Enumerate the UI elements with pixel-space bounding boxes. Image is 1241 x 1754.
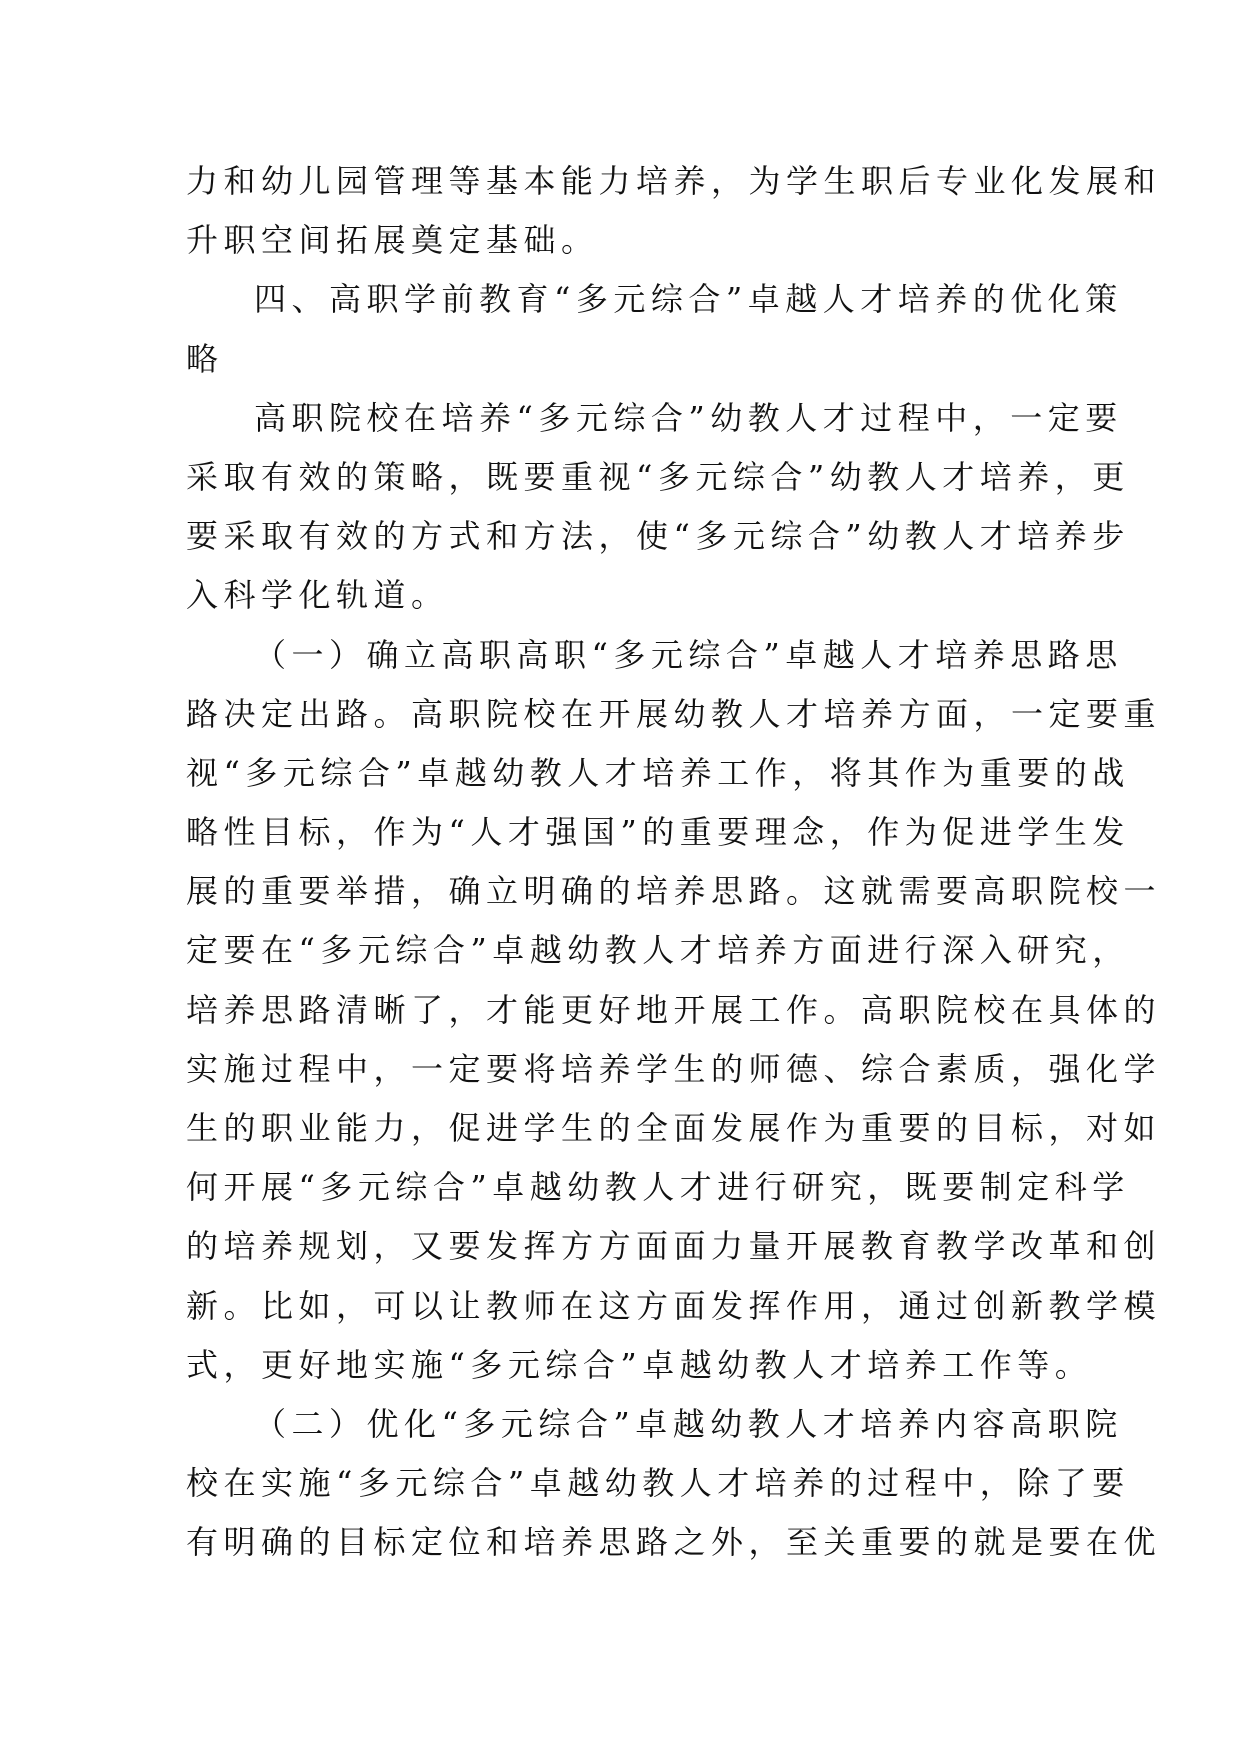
subsection-start-line: （一）确立高职高职“多元综合”卓越人才培养思路思 — [254, 635, 1123, 674]
text-line: 实施过程中，一定要将培养学生的师德、综合素质，强化学 — [186, 1049, 1162, 1088]
text-line: 培养思路清晰了，才能更好地开展工作。高职院校在具体的 — [186, 990, 1162, 1029]
text-line: 何开展“多元综合”卓越幼教人才进行研究，既要制定科学 — [186, 1168, 1130, 1207]
text-line: 有明确的目标定位和培养思路之外，至关重要的就是要在优 — [186, 1523, 1162, 1562]
text-line: 新。比如，可以让教师在这方面发挥作用，通过创新教学模 — [186, 1286, 1162, 1325]
text-line: 定要在“多元综合”卓越幼教人才培养方面进行深入研究， — [186, 931, 1130, 970]
text-line: 采取有效的策略，既要重视“多元综合”幼教人才培养，更 — [186, 457, 1130, 496]
text-line: 要采取有效的方式和方法，使“多元综合”幼教人才培养步 — [186, 517, 1130, 556]
text-line: 升职空间拓展奠定基础。 — [186, 221, 599, 260]
text-line: 路决定出路。高职院校在开展幼教人才培养方面，一定要重 — [186, 694, 1162, 733]
text-line: 略性目标，作为“人才强国”的重要理念，作为促进学生发 — [186, 813, 1130, 852]
text-line: 展的重要举措，确立明确的培养思路。这就需要高职院校一 — [186, 872, 1162, 911]
text-line: 力和幼儿园管理等基本能力培养，为学生职后专业化发展和 — [186, 162, 1162, 200]
text-line: 视“多元综合”卓越幼教人才培养工作，将其作为重要的战 — [186, 753, 1130, 792]
text-line: 入科学化轨道。 — [186, 576, 449, 615]
section-heading-line: 四、高职学前教育“多元综合”卓越人才培养的优化策 — [254, 280, 1123, 319]
document-body — [186, 152, 1162, 1573]
text-line: 生的职业能力，促进学生的全面发展作为重要的目标，对如 — [186, 1109, 1162, 1147]
paragraph-start-line: 高职院校在培养“多元综合”幼教人才过程中，一定要 — [254, 398, 1123, 437]
text-line: 校在实施“多元综合”卓越幼教人才培养的过程中，除了要 — [186, 1464, 1130, 1503]
section-heading-line: 略 — [186, 339, 224, 378]
text-line: 式，更好地实施“多元综合”卓越幼教人才培养工作等。 — [186, 1345, 1093, 1384]
subsection-start-line: （二）优化“多元综合”卓越幼教人才培养内容高职院 — [254, 1404, 1123, 1443]
text-line: 的培养规划，又要发挥方方面面力量开展教育教学改革和创 — [186, 1227, 1162, 1266]
